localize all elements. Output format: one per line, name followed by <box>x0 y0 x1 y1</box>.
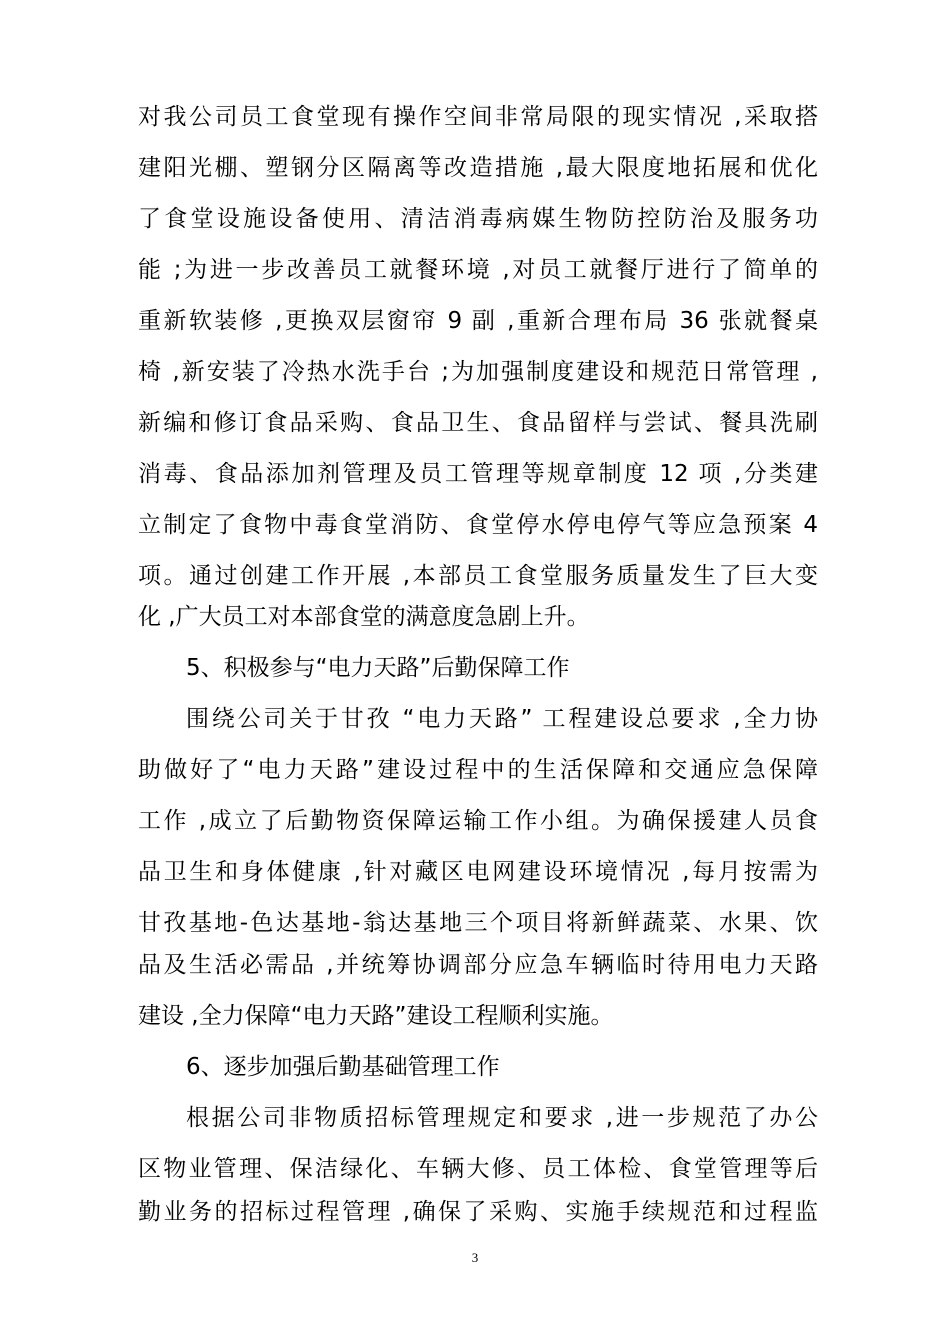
body-text-line: 助做好了“电力天路”建设过程中的生活保障和交通应急保障 <box>138 757 818 783</box>
body-text-line: 项。通过创建工作开展 ,本部员工食堂服务质量发生了巨大变 <box>138 563 818 589</box>
body-text-line: 建设 ,全力保障“电力天路”建设工程顺利实施。 <box>138 1003 614 1029</box>
body-text-line: 化 ,广大员工对本部食堂的满意度急剧上升。 <box>138 604 590 630</box>
body-text-line: 根据公司非物质招标管理规定和要求 ,进一步规范了办公 <box>186 1105 818 1131</box>
body-text-line: 重新软装修 ,更换双层窗帘 9 副 ,重新合理布局 36 张就餐桌 <box>138 308 818 334</box>
body-text-line: 了食堂设施设备使用、清洁消毒病媒生物防控防治及服务功 <box>138 206 818 232</box>
body-text-line: 围绕公司关于甘孜 “电力天路” 工程建设总要求 ,全力协 <box>186 706 818 732</box>
body-text-line: 对我公司员工食堂现有操作空间非常局限的现实情况 ,采取搭 <box>138 104 818 130</box>
section-heading-6: 6、逐步加强后勤基础管理工作 <box>186 1054 500 1080</box>
body-text-line: 品及生活必需品 ,并统筹协调部分应急车辆临时待用电力天路 <box>138 952 818 978</box>
body-text-line: 勤业务的招标过程管理 ,确保了采购、实施手续规范和过程监 <box>138 1199 818 1225</box>
body-text-line: 消毒、食品添加剂管理及员工管理等规章制度 12 项 ,分类建 <box>138 461 818 487</box>
body-text-line: 建阳光棚、塑钢分区隔离等改造措施 ,最大限度地拓展和优化 <box>138 155 818 181</box>
page-number: 3 <box>471 1250 479 1265</box>
body-text-line: 椅 ,新安装了冷热水洗手台 ;为加强制度建设和规范日常管理 , <box>138 359 818 385</box>
body-text-line: 区物业管理、保洁绿化、车辆大修、员工体检、食堂管理等后 <box>138 1156 818 1182</box>
body-text-line: 甘孜基地-色达基地-翁达基地三个项目将新鲜蔬菜、水果、饮 <box>138 910 818 936</box>
body-text-line: 立制定了食物中毒食堂消防、食堂停水停电停气等应急预案 4 <box>138 512 818 538</box>
body-text-line: 新编和修订食品采购、食品卫生、食品留样与尝试、餐具洗刷 <box>138 410 818 436</box>
body-text-line: 能 ;为进一步改善员工就餐环境 ,对员工就餐厅进行了简单的 <box>138 257 818 283</box>
body-text-line: 品卫生和身体健康 ,针对藏区电网建设环境情况 ,每月按需为 <box>138 859 818 885</box>
section-heading-5: 5、积极参与“电力天路”后勤保障工作 <box>186 655 570 681</box>
body-text-line: 工作 ,成立了后勤物资保障运输工作小组。为确保援建人员食 <box>138 808 818 834</box>
